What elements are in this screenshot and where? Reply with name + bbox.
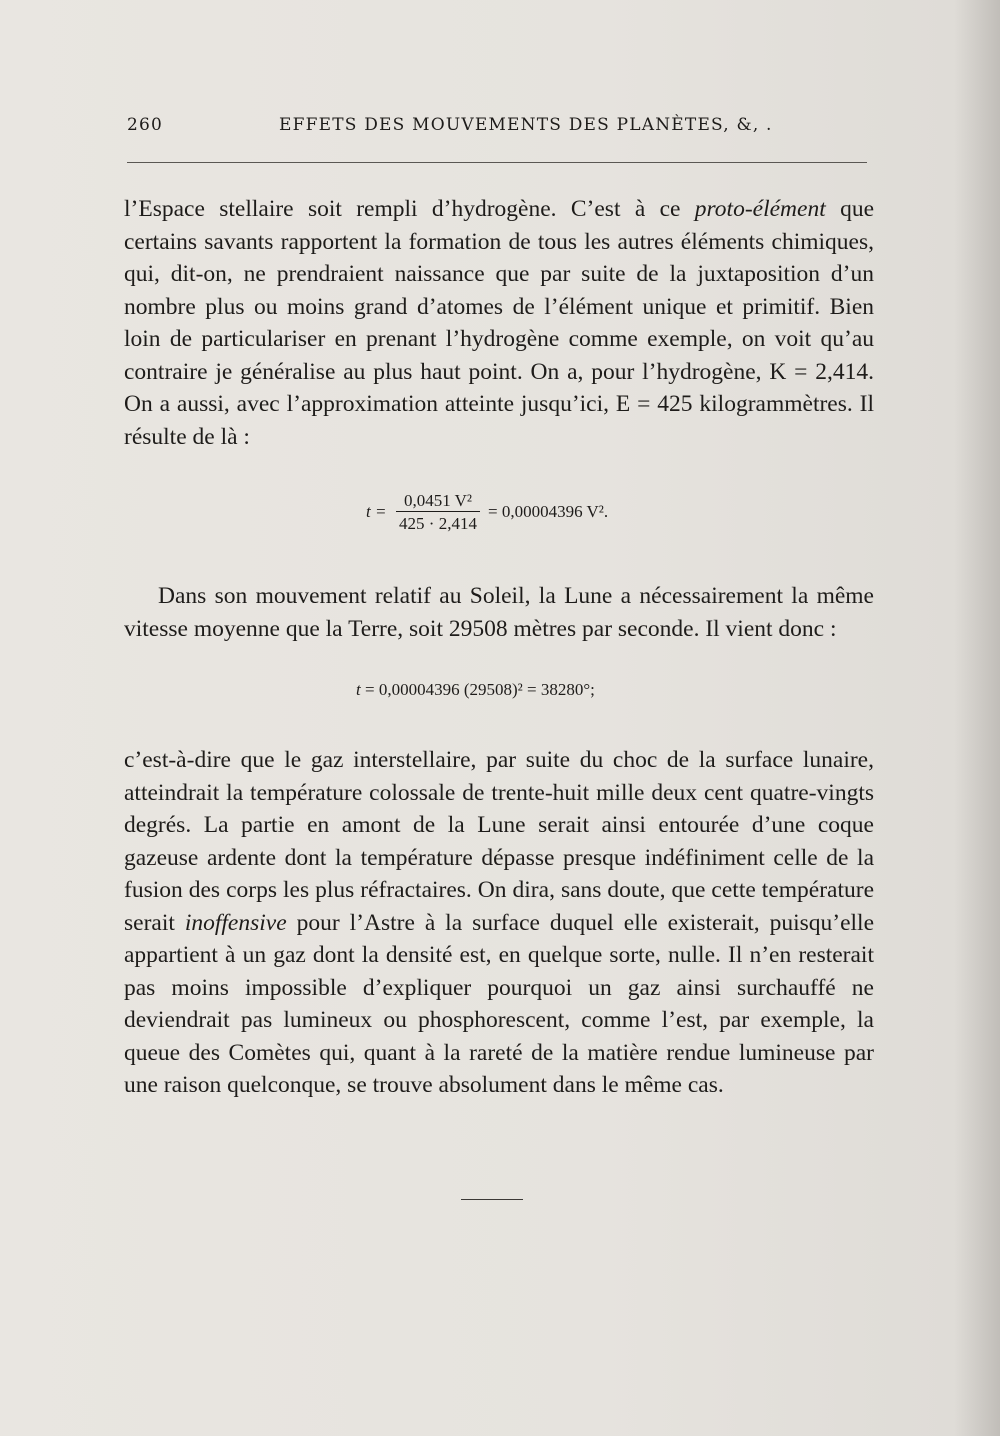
fraction-bar <box>396 511 480 512</box>
formula-rhs: = 0,00004396 (29508)² = 38280°; <box>360 680 595 699</box>
formula-lhs: t = <box>366 502 387 521</box>
emphasis-proto-element: proto-élément <box>694 196 826 222</box>
emphasis-inoffensive: inoffensive <box>184 909 287 936</box>
paragraph-text: que certains savants rapportent la formation de tous les autres éléments chimiques, qui, dit-on, ne prendraient naissance que par suite de la juxtaposition d’un nombre plus ou moins grand d’atomes de l’élément unique et primitif. Bien loin de particulariser en prenant l’hydrogène comme exemple, on voit qu’au contraire je généralise au plus haut point. On a, pour l’hydrogène, K = 2,414. On a aussi, avec l’approximation atteinte jusqu’ici, E = 425 kilogrammètres. Il résulte de là : <box>124 196 874 450</box>
paragraph-text: c’est-à-dire que le gaz interstellaire, par suite du choc de la surface lunaire, atteindrait la température colossale de trente-huit mille deux cent quatre-vingts degrés. La partie en amont de la Lune serait ainsi entourée d’une coque gazeuse ardente dont la température dépasse presque indéfiniment celle de la fusion des corps les plus réfractaires. On dira, sans doute, que cette température serait <box>124 747 874 936</box>
formula-moon-temperature <box>356 680 676 706</box>
fraction-denominator: 425 · 2,414 <box>399 514 477 533</box>
fraction <box>396 491 480 534</box>
paragraph-hydrogen <box>124 193 874 453</box>
fraction-numerator: 0,0451 V² <box>403 491 473 510</box>
paragraph-interstellar-gas <box>124 744 874 1102</box>
paragraph-text: l’Espace stellaire soit rempli d’hydrogène. C’est à ce <box>124 196 695 222</box>
formula-rhs: = 0,00004396 V². <box>488 502 609 521</box>
running-header <box>127 115 867 141</box>
formula-temperature-coefficient <box>366 491 666 541</box>
page-number: 260 <box>127 115 164 135</box>
page-gutter-shadow <box>954 0 1000 1436</box>
header-rule <box>127 162 867 163</box>
formula-variable: t <box>356 680 361 699</box>
paragraph-text: pour l’Astre à la surface duquel elle existerait, puisqu’elle appartient à un gaz dont la densité est, en quelque sorte, nulle. Il n’en resterait pas moins impossible d’expliquer pourquoi un gaz ainsi surchauffé ne deviendrait pas lumineux ou phosphorescent, comme l’est, par exemple, la queue des Comètes qui, quant à la rareté de la matière rendue lumineuse par une raison quelconque, se trouve absolument dans le même cas. <box>124 909 874 1098</box>
section-end-rule <box>461 1199 523 1200</box>
paragraph-moon-velocity: Dans son mouvement relatif au Soleil, la Lune a nécessairement la même vitesse moyenne que la Terre, soit 29508 mètres par seconde. Il vient donc : <box>124 583 874 642</box>
running-title: EFFETS DES MOUVEMENTS DES PLANÈTES, &, . <box>279 115 773 135</box>
